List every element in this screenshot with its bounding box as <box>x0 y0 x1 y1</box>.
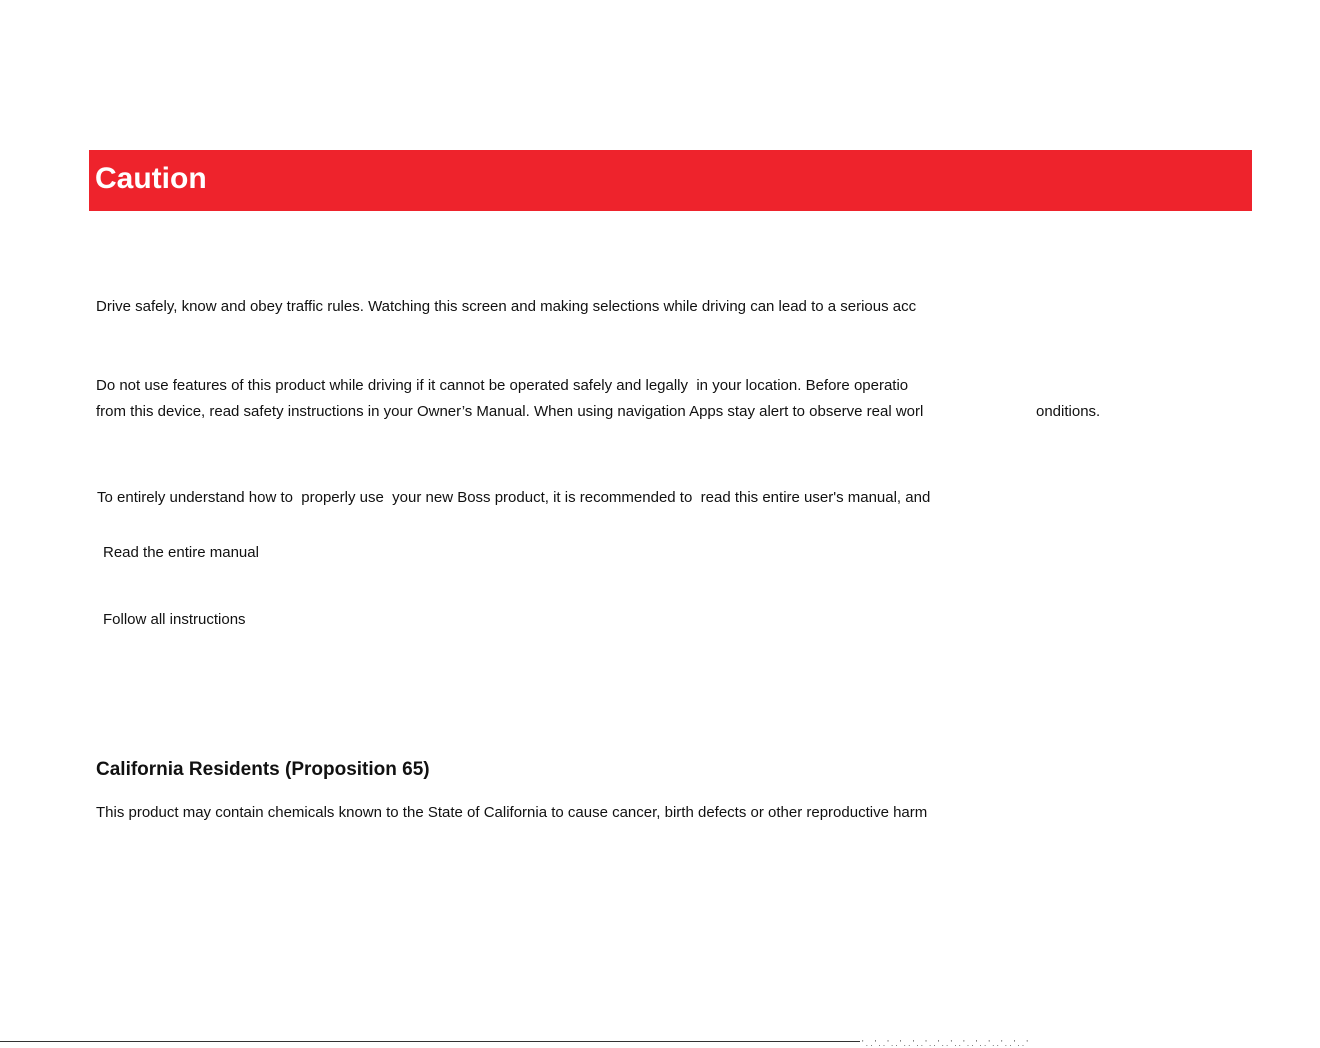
page-bottom-rule <box>0 1041 860 1042</box>
caution-header-band <box>89 150 1252 211</box>
feature-warning-line-2-tail: onditions. <box>1036 403 1101 420</box>
list-item-follow-instructions: Follow all instructions <box>103 611 246 628</box>
feature-warning-line-2: from this device, read safety instructions in your Owner’s Manual. When using navigation Apps stay alert to observe real worl <box>96 403 924 420</box>
california-text: This product may contain chemicals known to the State of California to cause cancer, birth defects or other reproductive harm <box>96 804 928 821</box>
list-item-read-manual: Read the entire manual <box>103 544 259 561</box>
manual-recommendation-text: To entirely understand how to properly use your new Boss product, it is recommended to read this entire user's manual, and <box>97 489 931 506</box>
california-heading: California Residents (Proposition 65) <box>96 759 430 780</box>
caution-title: Caution <box>95 162 207 195</box>
driving-safety-text: Drive safely, know and obey traffic rules. Watching this screen and making selections while driving can lead to a serious acc <box>96 298 917 315</box>
feature-warning-line-1: Do not use features of this product while driving if it cannot be operated safely and legally in your location. Before operatio <box>96 377 909 394</box>
page-bottom-edge-marks: ' . . ' . . ' . . ' . . ' . . ' . . ' . . ' . . ' . . ' . . ' . . ' . . ' . . ' <box>862 1039 1028 1048</box>
